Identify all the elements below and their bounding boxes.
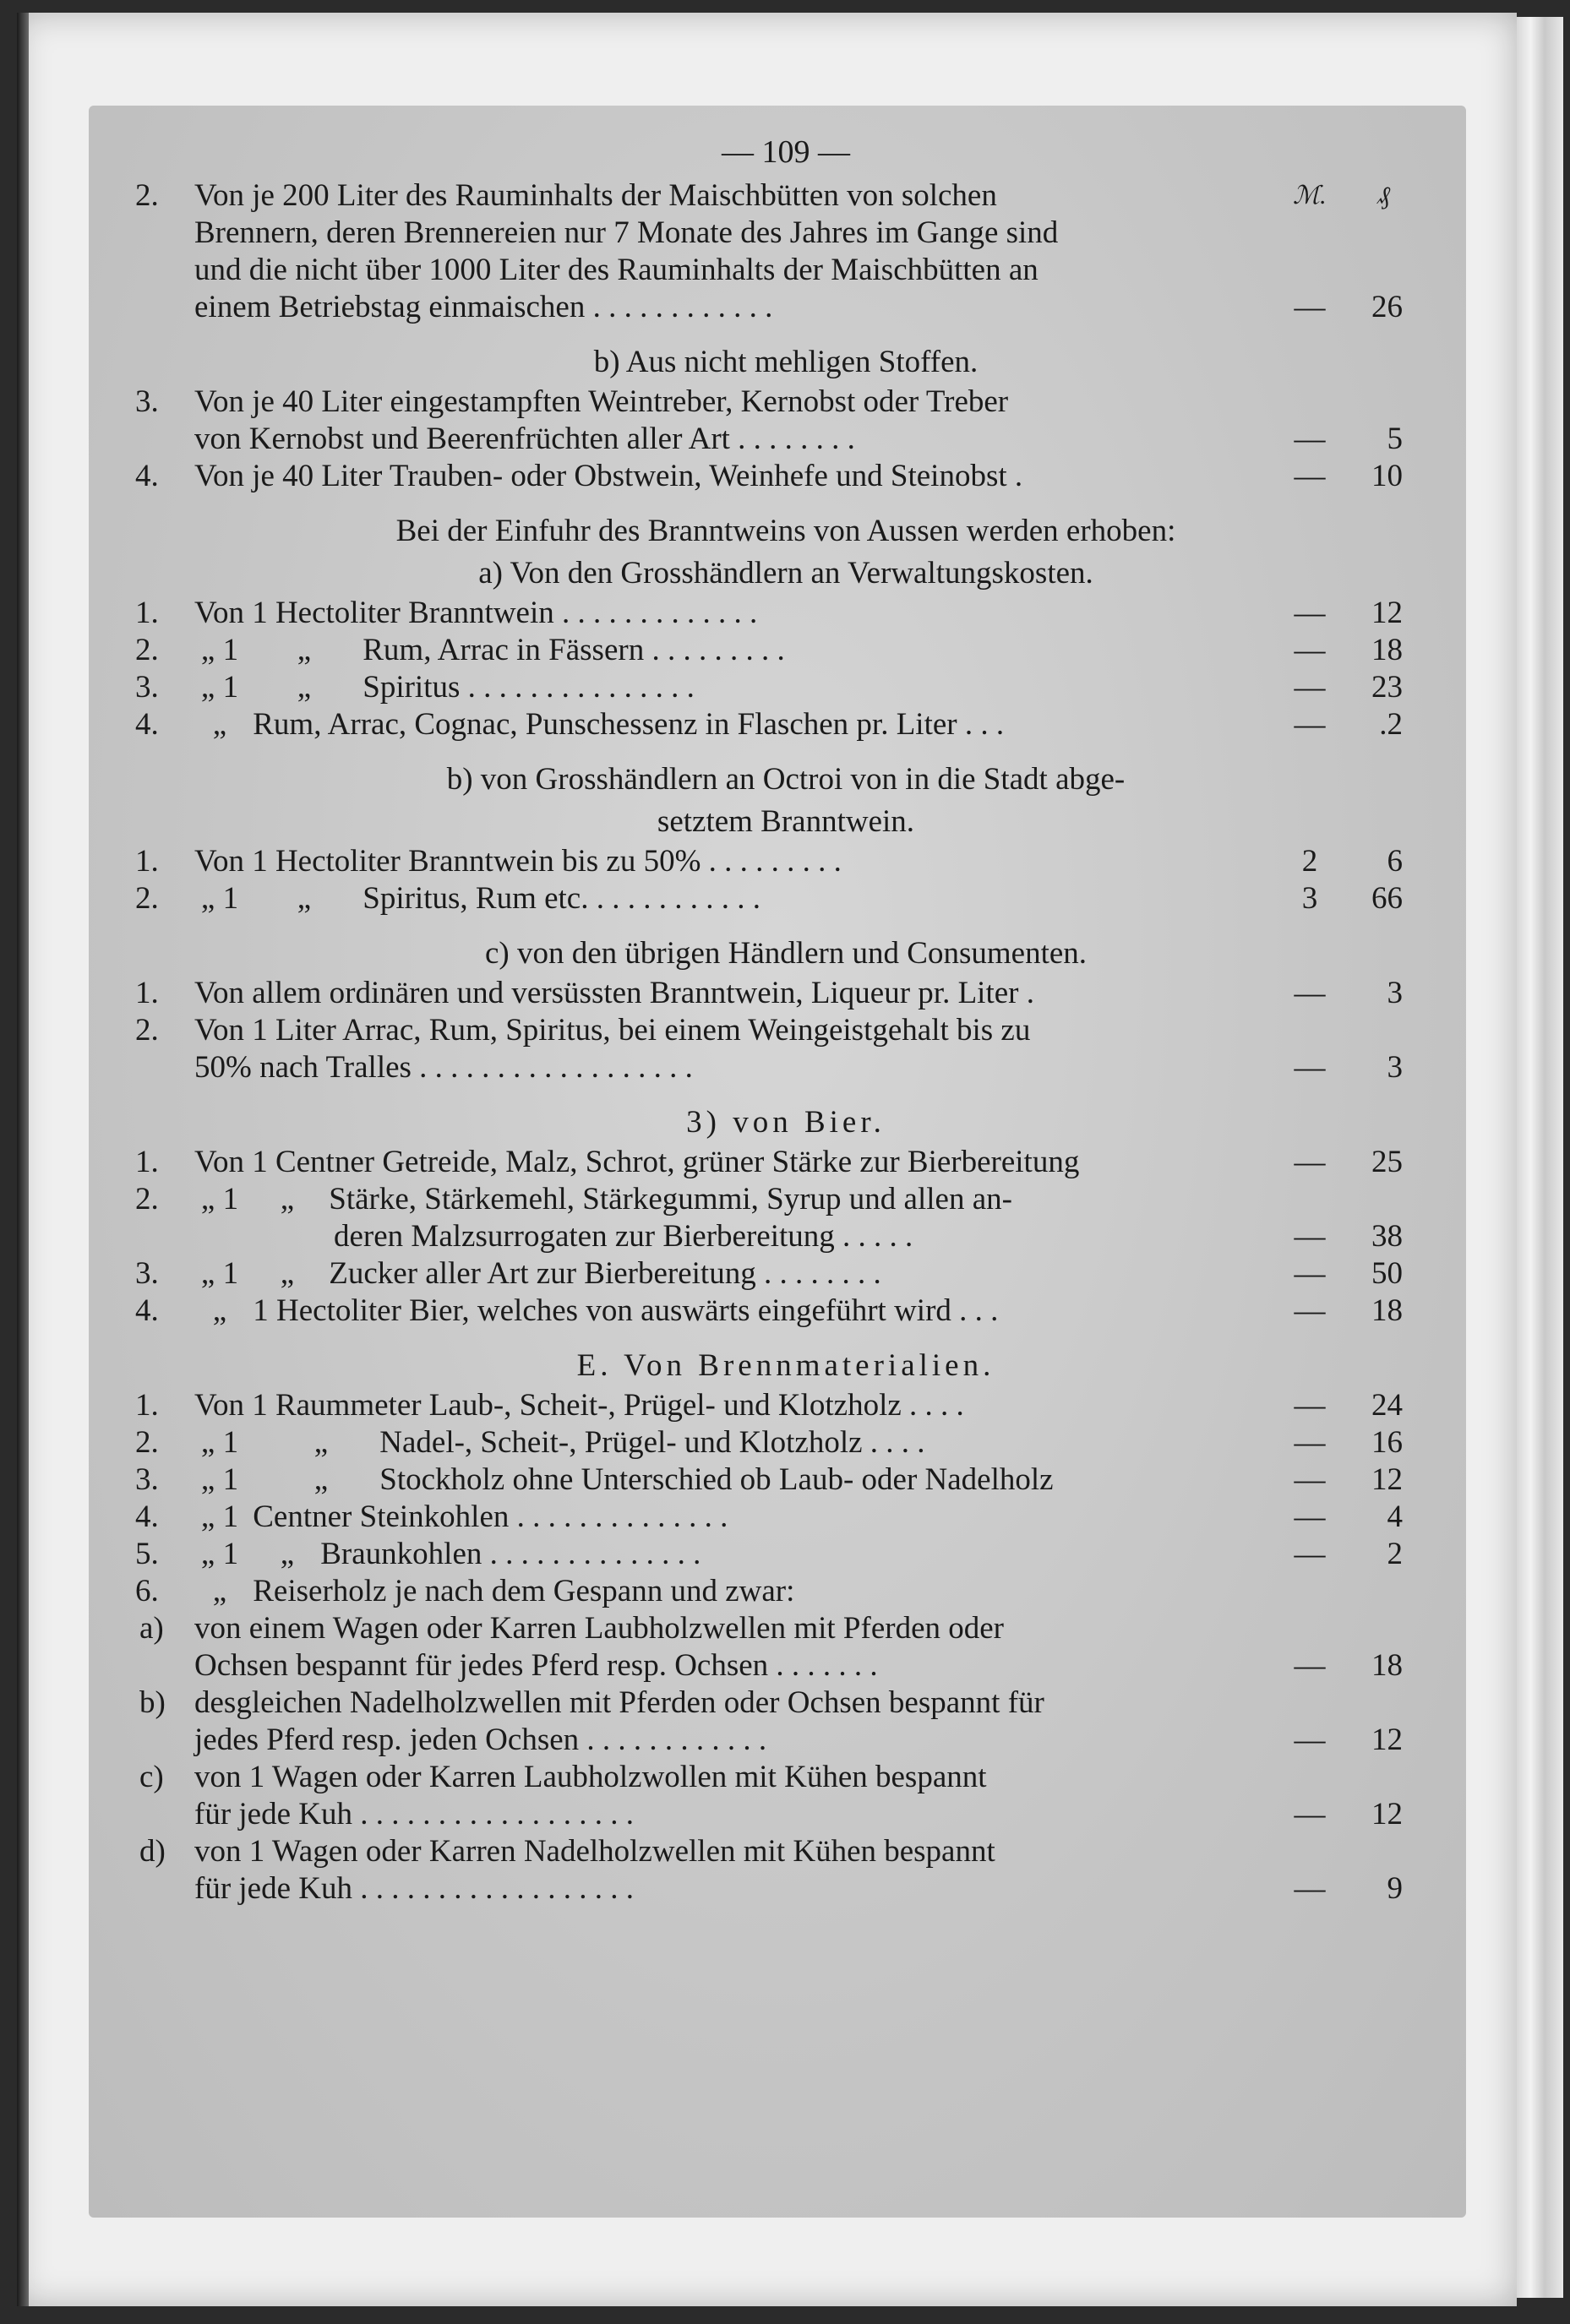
- entry-2-line3: und die nicht über 1000 Liter des Rauminhalts der Maischbütten an: [194, 253, 1038, 287]
- sub-a-title: a) Von den Grosshändlern an Verwaltungskosten.: [478, 556, 1093, 591]
- entry-2-line2: Brennern, deren Brennereien nur 7 Monate des Jahres im Gange sind: [194, 215, 1059, 250]
- mark-column-head: ℳ.: [1293, 182, 1327, 210]
- mark-value: —: [1294, 290, 1326, 324]
- entry-4: 4. Von je 40 Liter Trauben- oder Obstwein, Weinhefe und Steinobst . — 10: [135, 459, 1403, 493]
- section-b-title: b) Aus nicht mehligen Stoffen.: [593, 345, 979, 379]
- brenn-sub-d-line2: für jede Kuh . . . . . . . . . . . . . . . . . . — 9: [194, 1871, 1403, 1906]
- sub-b-title-line2: setztem Branntwein.: [657, 804, 915, 839]
- sub-c-entry-1: 1. Von allem ordinären und versüssten Branntwein, Liqueur pr. Liter . — 3: [135, 976, 1403, 1010]
- sub-a-entry-1: 1. Von 1 Hectoliter Branntwein . . . . . . . . . . . . . — 12: [135, 596, 1403, 630]
- brenn-sub-c-line1: c) von 1 Wagen oder Karren Laubholzwollen mit Kühen bespannt: [139, 1760, 987, 1794]
- bier-entry-2-line1: 2. „ 1 „ Stärke, Stärkemehl, Stärkegummi, Syrup und allen an-: [135, 1182, 1012, 1216]
- page-number: — 109 —: [722, 134, 850, 170]
- sub-c-entry-2-line1: 2. Von 1 Liter Arrac, Rum, Spiritus, bei einem Weingeistgehalt bis zu: [135, 1013, 1031, 1048]
- sub-b-entry-2: 2. „ 1 „ Spiritus, Rum etc. . . . . . . . . . . . 3 66: [135, 881, 1403, 916]
- sub-a-entry-2: 2. „ 1 „ Rum, Arrac in Fässern . . . . . . . . . — 18: [135, 633, 1403, 667]
- brenn-sub-c-line2: für jede Kuh . . . . . . . . . . . . . . . . . . — 12: [194, 1797, 1403, 1831]
- brenn-entry-6: 6. „ Reiserholz je nach dem Gespann und zwar:: [135, 1574, 795, 1608]
- sub-c-title: c) von den übrigen Händlern und Consumenten.: [484, 936, 1088, 971]
- bier-title: 3) von Bier.: [686, 1105, 886, 1140]
- brenn-title: E. Von Brennmaterialien.: [576, 1348, 995, 1383]
- pfennig-value: 26: [1371, 290, 1403, 324]
- bier-entry-4: 4. „ 1 Hectoliter Bier, welches von auswärts eingeführt wird . . . — 18: [135, 1293, 1403, 1328]
- book-page-edge: [1517, 17, 1563, 2298]
- entry-number: 2.: [135, 178, 159, 213]
- entry-2-line4: einem Betriebstag einmaischen . . . . . . . . . . . . — 26: [194, 290, 1403, 324]
- brenn-sub-d-line1: d) von 1 Wagen oder Karren Nadelholzwellen mit Kühen bespannt: [139, 1834, 995, 1869]
- sub-b-title-line1: b) von Grosshändlern an Octroi von in die Stadt abge-: [446, 762, 1126, 797]
- branntwein-intro: Bei der Einfuhr des Branntweins von Aussen werden erhoben:: [395, 514, 1176, 548]
- brenn-sub-a-line2: Ochsen bespannt für jedes Pferd resp. Ochsen . . . . . . . — 18: [194, 1648, 1403, 1683]
- bier-entry-1: 1. Von 1 Centner Getreide, Malz, Schrot, grüner Stärke zur Bierbereitung — 25: [135, 1145, 1403, 1179]
- sub-b-entry-1: 1. Von 1 Hectoliter Branntwein bis zu 50% . . . . . . . . . 2 6: [135, 844, 1403, 879]
- sub-a-entry-4: 4. „ Rum, Arrac, Cognac, Punschessenz in Flaschen pr. Liter . . . — .2: [135, 707, 1403, 742]
- brenn-entry-5: 5. „ 1 „ Braunkohlen . . . . . . . . . . . . . . — 2: [135, 1537, 1403, 1571]
- sub-a-entry-3: 3. „ 1 „ Spiritus . . . . . . . . . . . . . . . — 23: [135, 670, 1403, 705]
- entry-3-line2: von Kernobst und Beerenfrüchten aller Art . . . . . . . . — 5: [194, 422, 1403, 456]
- brenn-sub-a-line1: a) von einem Wagen oder Karren Laubholzwellen mit Pferden oder: [139, 1611, 1004, 1646]
- entry-3-line1: 3. Von je 40 Liter eingestampften Weintreber, Kernobst oder Treber: [135, 384, 1009, 419]
- brenn-entry-2: 2. „ 1 „ Nadel-, Scheit-, Prügel- und Klotzholz . . . . — 16: [135, 1425, 1403, 1460]
- brenn-entry-3: 3. „ 1 „ Stockholz ohne Unterschied ob Laub- oder Nadelholz — 12: [135, 1462, 1403, 1497]
- bier-entry-2-line2: deren Malzsurrogaten zur Bierbereitung . . . . . — 38: [334, 1219, 1403, 1254]
- bier-entry-3: 3. „ 1 „ Zucker aller Art zur Bierbereitung . . . . . . . . — 50: [135, 1256, 1403, 1291]
- sub-c-entry-2-line2: 50% nach Tralles . . . . . . . . . . . . . . . . . . — 3: [194, 1050, 1403, 1085]
- entry-2-line1: 2. Von je 200 Liter des Rauminhalts der Maischbütten von solchen ℳ. ₰: [135, 178, 1390, 213]
- pfennig-column-head: ₰: [1377, 182, 1390, 210]
- brenn-sub-b-line2: jedes Pferd resp. jeden Ochsen . . . . . . . . . . . . — 12: [194, 1723, 1403, 1757]
- brenn-entry-4: 4. „ 1 Centner Steinkohlen . . . . . . . . . . . . . . — 4: [135, 1499, 1403, 1534]
- brenn-sub-b-line1: b) desgleichen Nadelholzwellen mit Pferden oder Ochsen bespannt für: [139, 1685, 1044, 1720]
- page-gutter: [17, 13, 29, 2306]
- brenn-entry-1: 1. Von 1 Raummeter Laub-, Scheit-, Prügel- und Klotzholz . . . . — 24: [135, 1388, 1403, 1423]
- page-text: [135, 127, 1415, 1908]
